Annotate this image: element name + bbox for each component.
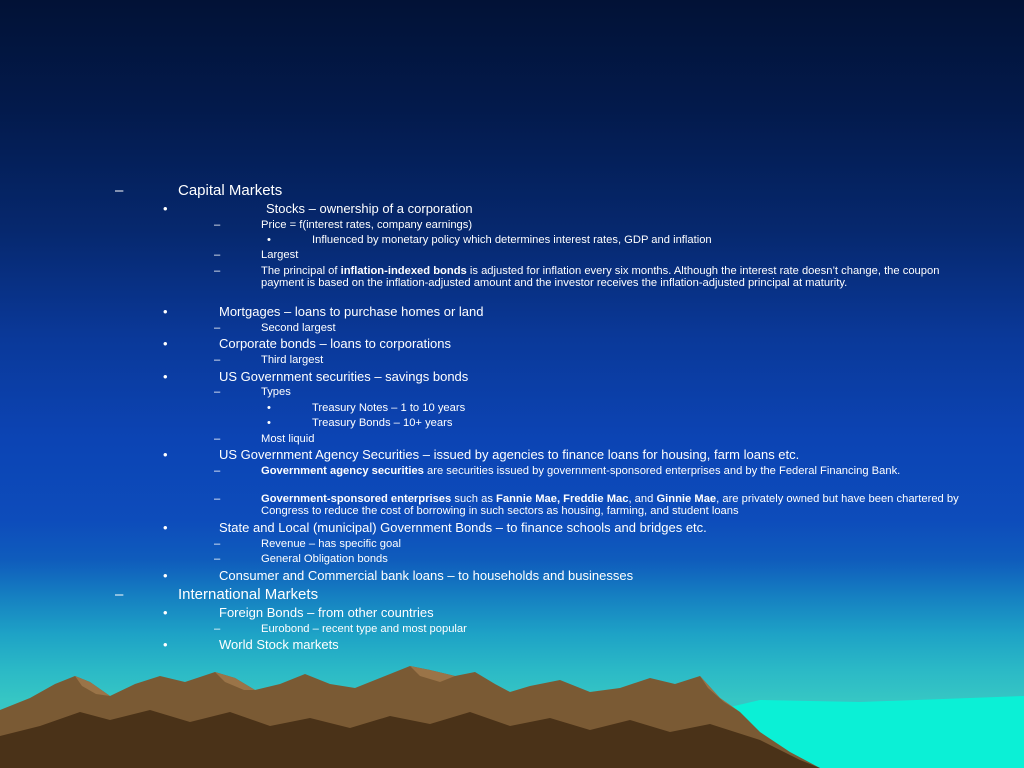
dash-marker: – [214,553,221,565]
bold-term: Fannie Mae, Freddie Mac [496,493,629,505]
bullet-marker: • [163,201,168,216]
dash-marker: – [214,354,221,366]
item-text: Third largest [261,354,324,366]
item-text: Treasury Notes – 1 to 10 years [312,402,466,414]
dash-marker: – [115,586,124,603]
bullet-marker: • [267,234,271,246]
dash-marker: – [214,386,221,398]
dash-marker: – [214,433,221,445]
bullet-marker: • [163,369,168,384]
item-text: Revenue – has specific goal [261,538,401,550]
item-text: Stocks – ownership of a corporation [266,201,473,216]
item-text: Foreign Bonds – from other countries [219,605,434,620]
item-text: Capital Markets [178,182,283,199]
item-text: Price = f(interest rates, company earnings) [261,219,473,231]
item-text: Consumer and Commercial bank loans – to households and businesses [219,568,634,583]
dash-marker: – [214,322,221,334]
bullet-marker: • [163,520,168,535]
item-text: Government agency securities are securities issued by government-sponsored enterprises and by the Federal Financing Bank. [261,465,901,477]
bold-term: Ginnie Mae [656,493,717,505]
item-text: Mortgages – loans to purchase homes or land [219,304,484,319]
item-text: Corporate bonds – loans to corporations [219,336,451,351]
dash-marker: – [115,182,124,199]
bullet-marker: • [163,447,168,462]
item-text: International Markets [178,586,319,603]
item-text: US Government Agency Securities – issued by agencies to finance loans for housing, farm loans etc. [219,447,800,462]
item-text: General Obligation bonds [261,553,388,565]
dash-marker: – [214,538,221,550]
item-text: State and Local (municipal) Government Bonds – to finance schools and bridges etc. [219,520,707,535]
dash-marker: – [214,465,221,477]
bullet-marker: • [163,637,168,652]
bullet-marker: • [163,304,168,319]
item-text: Largest [261,249,299,261]
dash-marker: – [214,623,221,635]
dash-marker: – [214,219,221,231]
item-text: Most liquid [261,433,315,445]
dash-marker: – [214,249,221,261]
dash-marker: – [214,493,221,505]
item-text: The principal of inflation-indexed bonds is adjusted for inflation every six months. Although the interest rate doesn’t change, the coupon payment is based on the inflation-adjusted amount and the investor receives the inflation-adjusted principal at maturity. [261,265,940,290]
dash-marker: – [214,265,221,277]
item-text: Second largest [261,322,336,334]
bullet-marker: • [267,417,271,429]
item-text: Treasury Bonds – 10+ years [312,417,453,429]
item-text: World Stock markets [219,637,339,652]
bold-term: Government-sponsored enterprises [261,493,452,505]
bullet-marker: • [163,605,168,620]
item-text: US Government securities – savings bonds [219,369,469,384]
bold-term: inflation-indexed bonds [340,265,467,277]
item-text: Eurobond – recent type and most popular [261,623,467,635]
item-text: Influenced by monetary policy which determines interest rates, GDP and inflation [312,234,712,246]
bullet-marker: • [267,402,271,414]
mountain-scenery [0,637,1024,768]
item-text: Government-sponsored enterprises such as Fannie Mae, Freddie Mac, and Ginnie Mae, are privately owned but have been chartered by Congress to reduce the cost of borrowing in such sectors as housing, farming, and student loans [261,493,959,518]
bold-term: Government agency securities [261,465,424,477]
item-text: Types [261,386,291,398]
bullet-marker: • [163,336,168,351]
bullet-marker: • [163,568,168,583]
